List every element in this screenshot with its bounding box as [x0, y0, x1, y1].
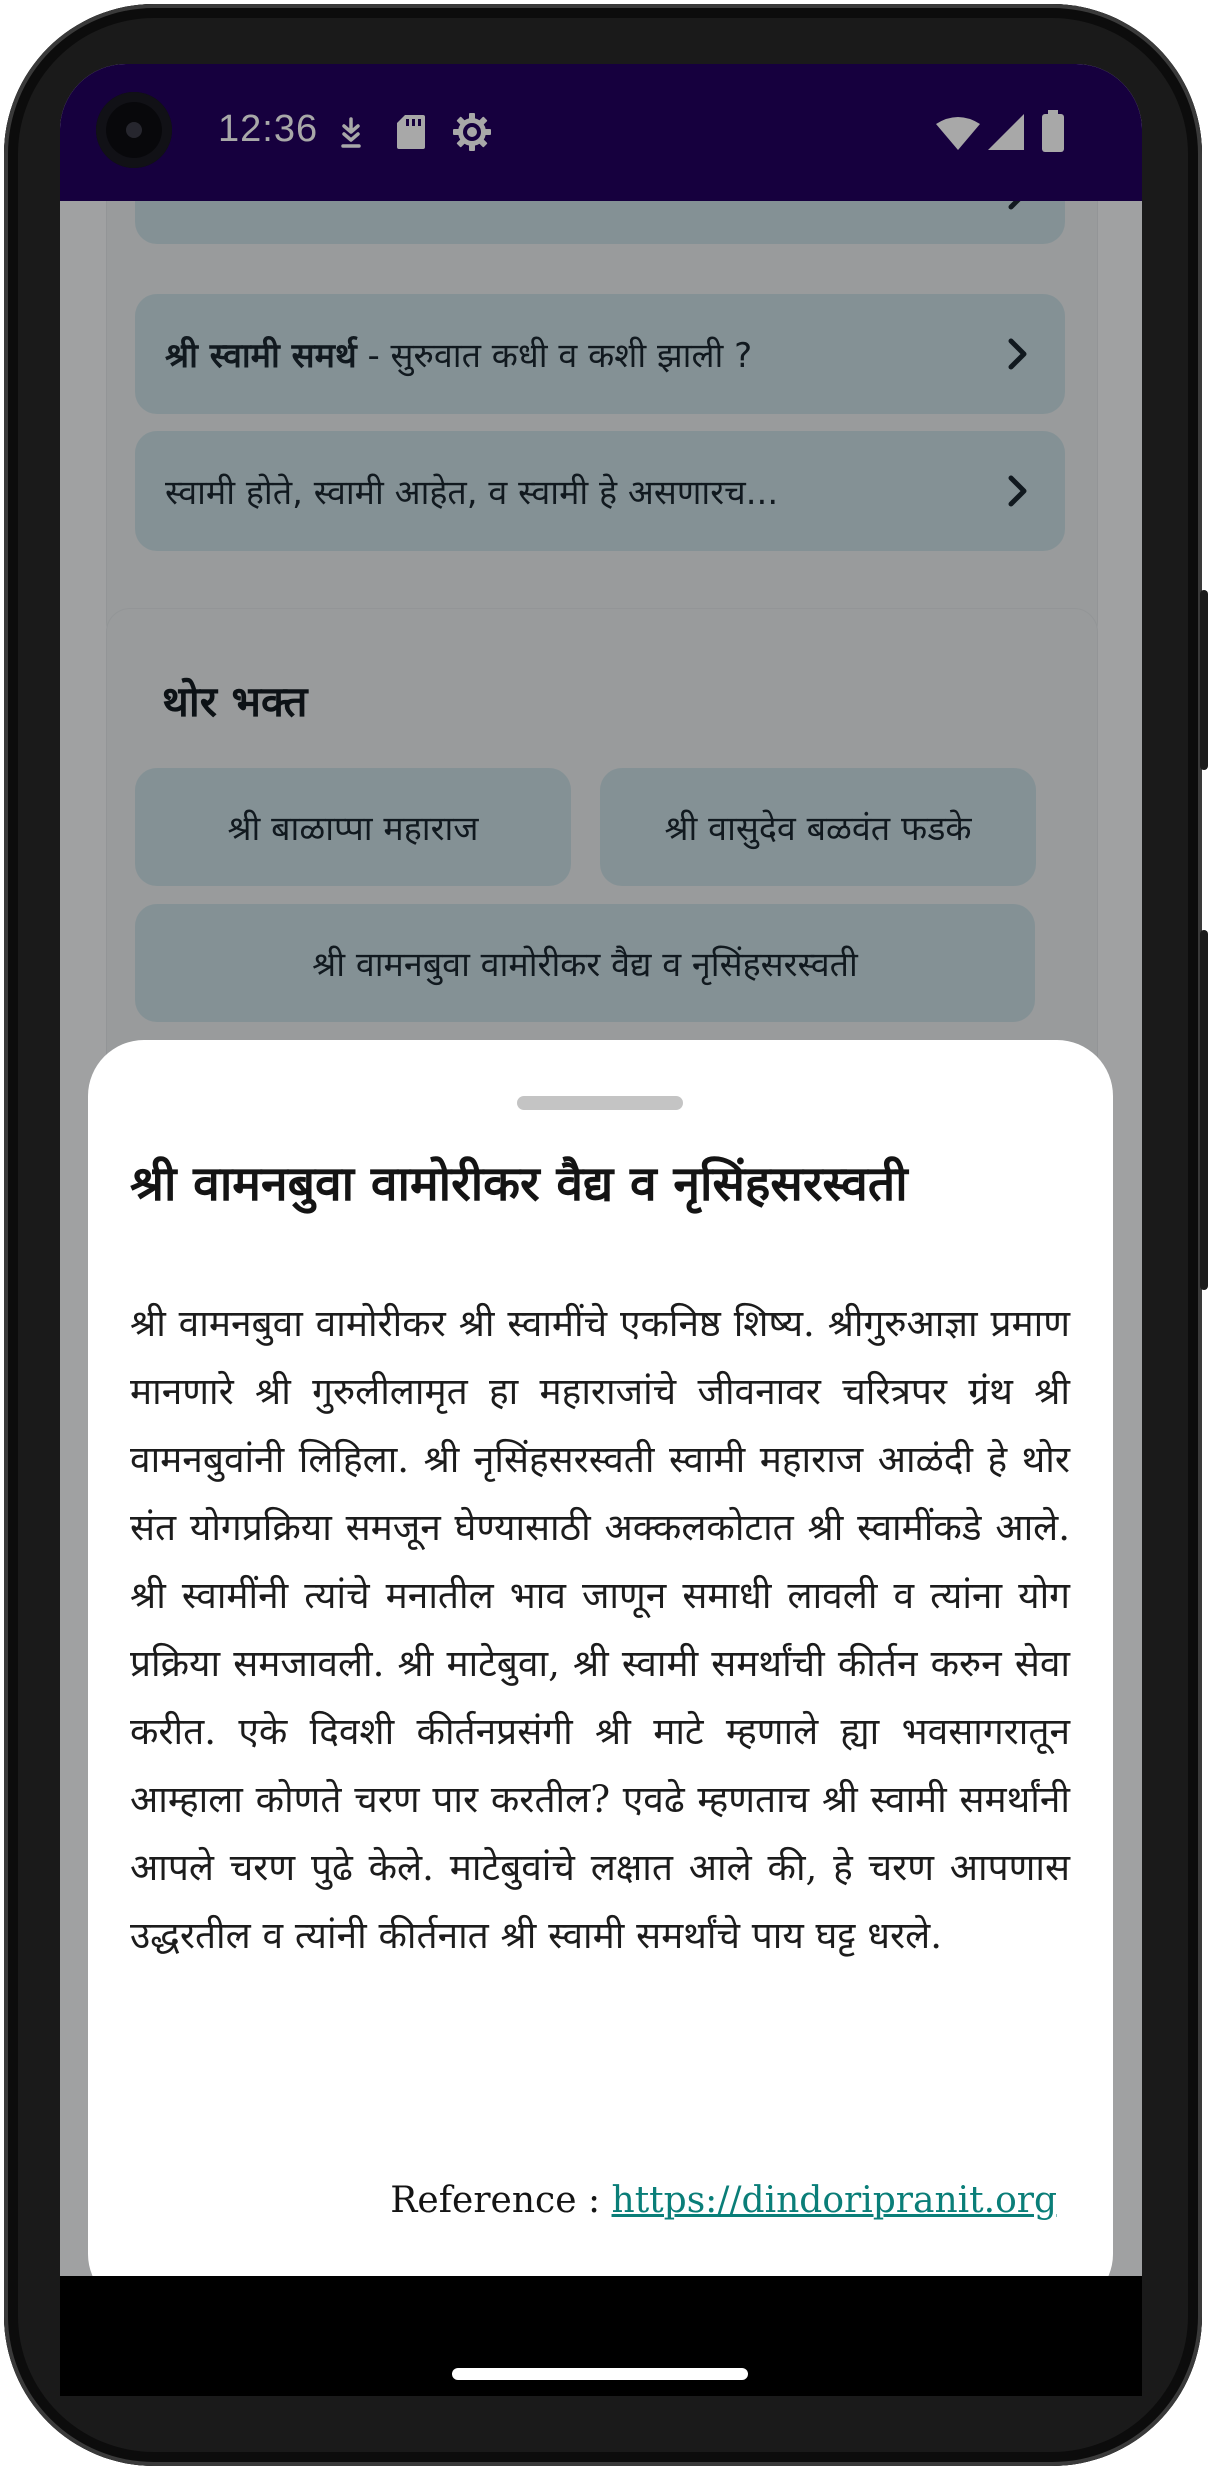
bottom-sheet	[88, 1040, 1113, 2310]
devotee-chip[interactable]: श्री बाळाप्पा महाराज	[135, 768, 571, 886]
volume-button	[1200, 930, 1208, 1290]
list-item-bold-label: श्री स्वामी समर्थ	[165, 336, 357, 376]
list-item-label: स्वामी होते, स्वामी आहेत, व स्वामी हे असणारच...	[165, 473, 779, 513]
sheet-body: श्री वामनबुवा वामोरीकर श्री स्वामींचे एकनिष्ठ शिष्य. श्रीगुरुआज्ञा प्रमाण मानणारे श्री गुरुलीलामृत हा महाराजांचे जीवनावर चरित्रपर ग्रंथ श्री वामनबुवांनी लिहिला. श्री नृसिंहसरस्वती स्वामी महाराज आळंदी हे थोर संत योगप्रक्रिया समजून घेण्यासाठी अक्कलकोटात श्री स्वामींकडे आले. श्री स्वामींनी त्यांचे मनातील भाव जाणून समाधी लावली व त्यांना योग प्रक्रिया समजावली. श्री माटेबुवा, श्री स्वामी समर्थांची कीर्तन करुन सेवा करीत. एके दिवशी कीर्तनप्रसंगी श्री माटे म्हणाले ह्या भवसागरातून आम्हाला कोणते चरण पार करतील? एवढे म्हणताच श्री स्वामी समर्थांनी आपले चरण पुढे केले. माटेबुवांचे लक्षात आले की, हे चरण आपणास उद्धरतील व त्यांनी कीर्तनात श्री स्वामी समर्थांचे पाय घट्ट धरले.	[130, 1302, 1070, 1957]
devotees-title: थोर भक्त	[162, 677, 308, 726]
status-time: 12:36	[218, 108, 319, 150]
reference	[390, 2180, 1057, 2221]
reference-link[interactable]: https://dindoripranit.org	[611, 2180, 1057, 2221]
list-item-label-suffix: - सुरुवात कधी व कशी झाली ?	[356, 336, 753, 376]
reference-label: Reference :	[390, 2180, 612, 2221]
drag-handle[interactable]	[517, 1096, 683, 1110]
app-screen	[60, 64, 1142, 2340]
home-gesture-pill[interactable]	[452, 2368, 748, 2380]
devotee-chip[interactable]: श्री वासुदेव बळवंत फडके	[600, 768, 1036, 886]
devotee-chip[interactable]: श्री वामनबुवा वामोरीकर वैद्य व नृसिंहसरस्वती	[135, 904, 1035, 1022]
power-button	[1200, 590, 1208, 770]
sheet-title: श्री वामनबुवा वामोरीकर वैद्य व नृसिंहसरस्वती	[130, 1156, 908, 1212]
